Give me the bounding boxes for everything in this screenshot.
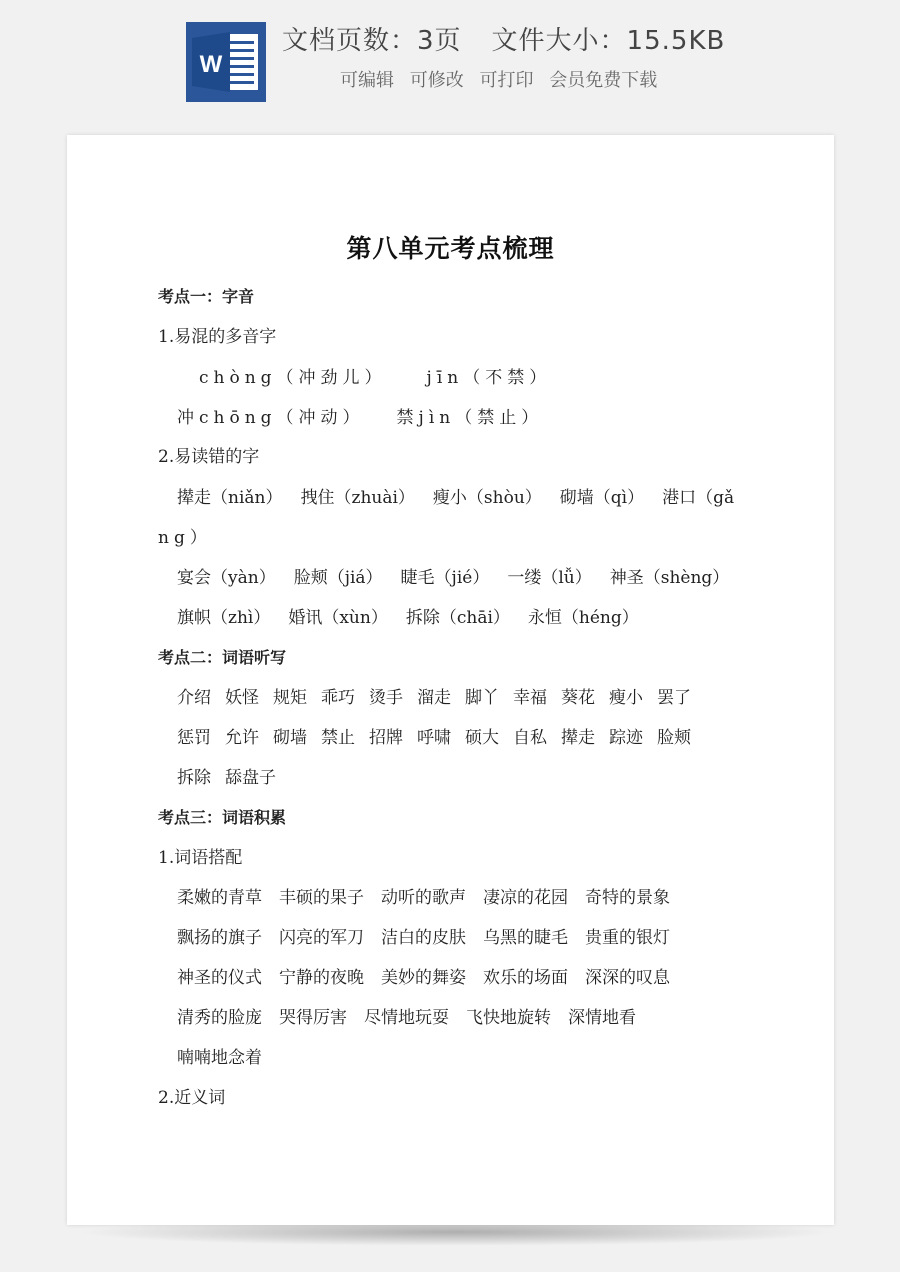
collocation-phrase: 贵重的银灯 <box>585 928 670 948</box>
collocation-row-5 <box>177 1046 279 1070</box>
dictation-word: 招牌 <box>369 728 403 748</box>
dictation-word: 瘦小 <box>609 688 643 708</box>
misread-item: 瘦小（shòu） <box>432 488 542 508</box>
dictation-word: 拆除 <box>177 768 211 788</box>
collocation-row-1 <box>177 886 687 910</box>
dictation-word: 脚丫 <box>465 688 499 708</box>
misread-item: 砌墙（qì） <box>559 488 645 508</box>
misread-row-b <box>177 566 729 590</box>
misread-item: 一缕（lǚ） <box>507 568 592 588</box>
collocation-phrase: 丰硕的果子 <box>279 888 364 908</box>
feature-modifiable: 可修改 <box>409 70 464 91</box>
subheading-synonyms: 2.近义词 <box>158 1088 226 1108</box>
misread-row-a <box>177 486 734 510</box>
collocation-phrase: 凄凉的花园 <box>483 888 568 908</box>
misread-item: 港口（gǎ <box>662 488 735 508</box>
misread-item: 宴会（yàn） <box>177 568 276 588</box>
subheading-misread: 2.易读错的字 <box>158 447 260 467</box>
dictation-word: 撵走 <box>561 728 595 748</box>
misread-item: 脸颊（jiá） <box>293 568 383 588</box>
misread-item: 睫毛（jié） <box>400 568 490 588</box>
dictation-word: 舔盘子 <box>225 768 276 788</box>
collocation-phrase: 闪亮的军刀 <box>279 928 364 948</box>
misread-row-a-cont: ng） <box>158 528 212 548</box>
dictation-word: 允许 <box>225 728 259 748</box>
feature-printable: 可打印 <box>479 70 534 91</box>
dictation-word: 踪迹 <box>609 728 643 748</box>
collocation-phrase: 清秀的脸庞 <box>177 1008 262 1028</box>
subheading-polyphonic: 1.易混的多音字 <box>158 327 277 347</box>
collocation-phrase: 喃喃地念着 <box>177 1048 262 1068</box>
misread-item: 撵走（niǎn） <box>177 488 283 508</box>
dictation-word: 乖巧 <box>321 688 355 708</box>
misread-item: 拽住（zhuài） <box>300 488 415 508</box>
collocation-phrase: 洁白的皮肤 <box>381 928 466 948</box>
page-count: 文档页数：3页 <box>282 26 462 56</box>
dictation-word: 幸福 <box>513 688 547 708</box>
dictation-word: 自私 <box>513 728 547 748</box>
section-heading-dictation: 考点二：词语听写 <box>158 648 287 667</box>
file-stats <box>282 20 725 57</box>
collocation-phrase: 欢乐的场面 <box>483 968 568 988</box>
document-title: 第八单元考点梳理 <box>346 234 555 263</box>
collocation-phrase: 深情地看 <box>568 1008 636 1028</box>
collocation-phrase: 尽情地玩耍 <box>364 1008 449 1028</box>
polyphonic-item: jīn（不禁） <box>426 368 552 388</box>
misread-row-c <box>177 606 639 630</box>
collocation-row-2 <box>177 926 687 950</box>
collocation-phrase: 神圣的仪式 <box>177 968 262 988</box>
collocation-phrase: 飞快地旋转 <box>466 1008 551 1028</box>
dictation-word: 禁止 <box>321 728 355 748</box>
collocation-phrase: 奇特的景象 <box>585 888 670 908</box>
dictation-word: 罢了 <box>657 688 691 708</box>
dictation-word: 妖怪 <box>225 688 259 708</box>
feature-list <box>340 66 667 92</box>
collocation-row-4 <box>177 1006 653 1030</box>
dictation-row-3 <box>177 766 290 790</box>
misread-item: 神圣（shèng） <box>609 568 730 588</box>
misread-item: 拆除（chāi） <box>405 608 510 628</box>
dictation-word: 脸颊 <box>657 728 691 748</box>
collocation-phrase: 动听的歌声 <box>381 888 466 908</box>
dictation-word: 呼啸 <box>417 728 451 748</box>
dictation-word: 惩罚 <box>177 728 211 748</box>
feature-editable: 可编辑 <box>340 70 394 91</box>
dictation-row-1 <box>177 686 705 710</box>
section-heading-pronunciation: 考点一：字音 <box>158 287 255 306</box>
dictation-word: 规矩 <box>273 688 307 708</box>
polyphonic-item: 禁jìn（禁止） <box>396 408 544 428</box>
word-icon-letter: W <box>199 51 223 78</box>
dictation-word: 砌墙 <box>273 728 307 748</box>
polyphonic-item: chòng（冲劲儿） <box>199 368 387 388</box>
collocation-phrase: 美妙的舞姿 <box>381 968 466 988</box>
misread-item: 旗帜（zhì） <box>177 608 271 628</box>
collocation-phrase: 柔嫩的青草 <box>177 888 262 908</box>
collocation-phrase: 乌黑的睫毛 <box>483 928 568 948</box>
collocation-phrase: 飘扬的旗子 <box>177 928 262 948</box>
feature-member-download: 会员免费下载 <box>549 70 658 91</box>
dictation-word: 溜走 <box>417 688 451 708</box>
dictation-word: 烫手 <box>369 688 403 708</box>
misread-item: 永恒（héng） <box>527 608 639 628</box>
dictation-word: 葵花 <box>561 688 595 708</box>
file-size: 文件大小：15.5KB <box>491 26 726 56</box>
file-info-header <box>0 0 900 120</box>
dictation-word: 硕大 <box>465 728 499 748</box>
collocation-phrase: 深深的叹息 <box>585 968 670 988</box>
polyphonic-row-1 <box>199 366 551 390</box>
collocation-phrase: 哭得厉害 <box>279 1008 347 1028</box>
collocation-phrase: 宁静的夜晚 <box>279 968 364 988</box>
polyphonic-item: 冲chōng（冲动） <box>177 408 365 428</box>
section-heading-vocabulary: 考点三：词语积累 <box>158 808 287 827</box>
polyphonic-row-2 <box>177 406 543 430</box>
misread-item: 婚讯（xùn） <box>288 608 388 628</box>
document-page <box>67 135 834 1225</box>
dictation-word: 介绍 <box>177 688 211 708</box>
collocation-row-3 <box>177 966 687 990</box>
subheading-collocation: 1.词语搭配 <box>158 848 243 868</box>
word-document-icon <box>186 22 266 102</box>
dictation-row-2 <box>177 726 705 750</box>
